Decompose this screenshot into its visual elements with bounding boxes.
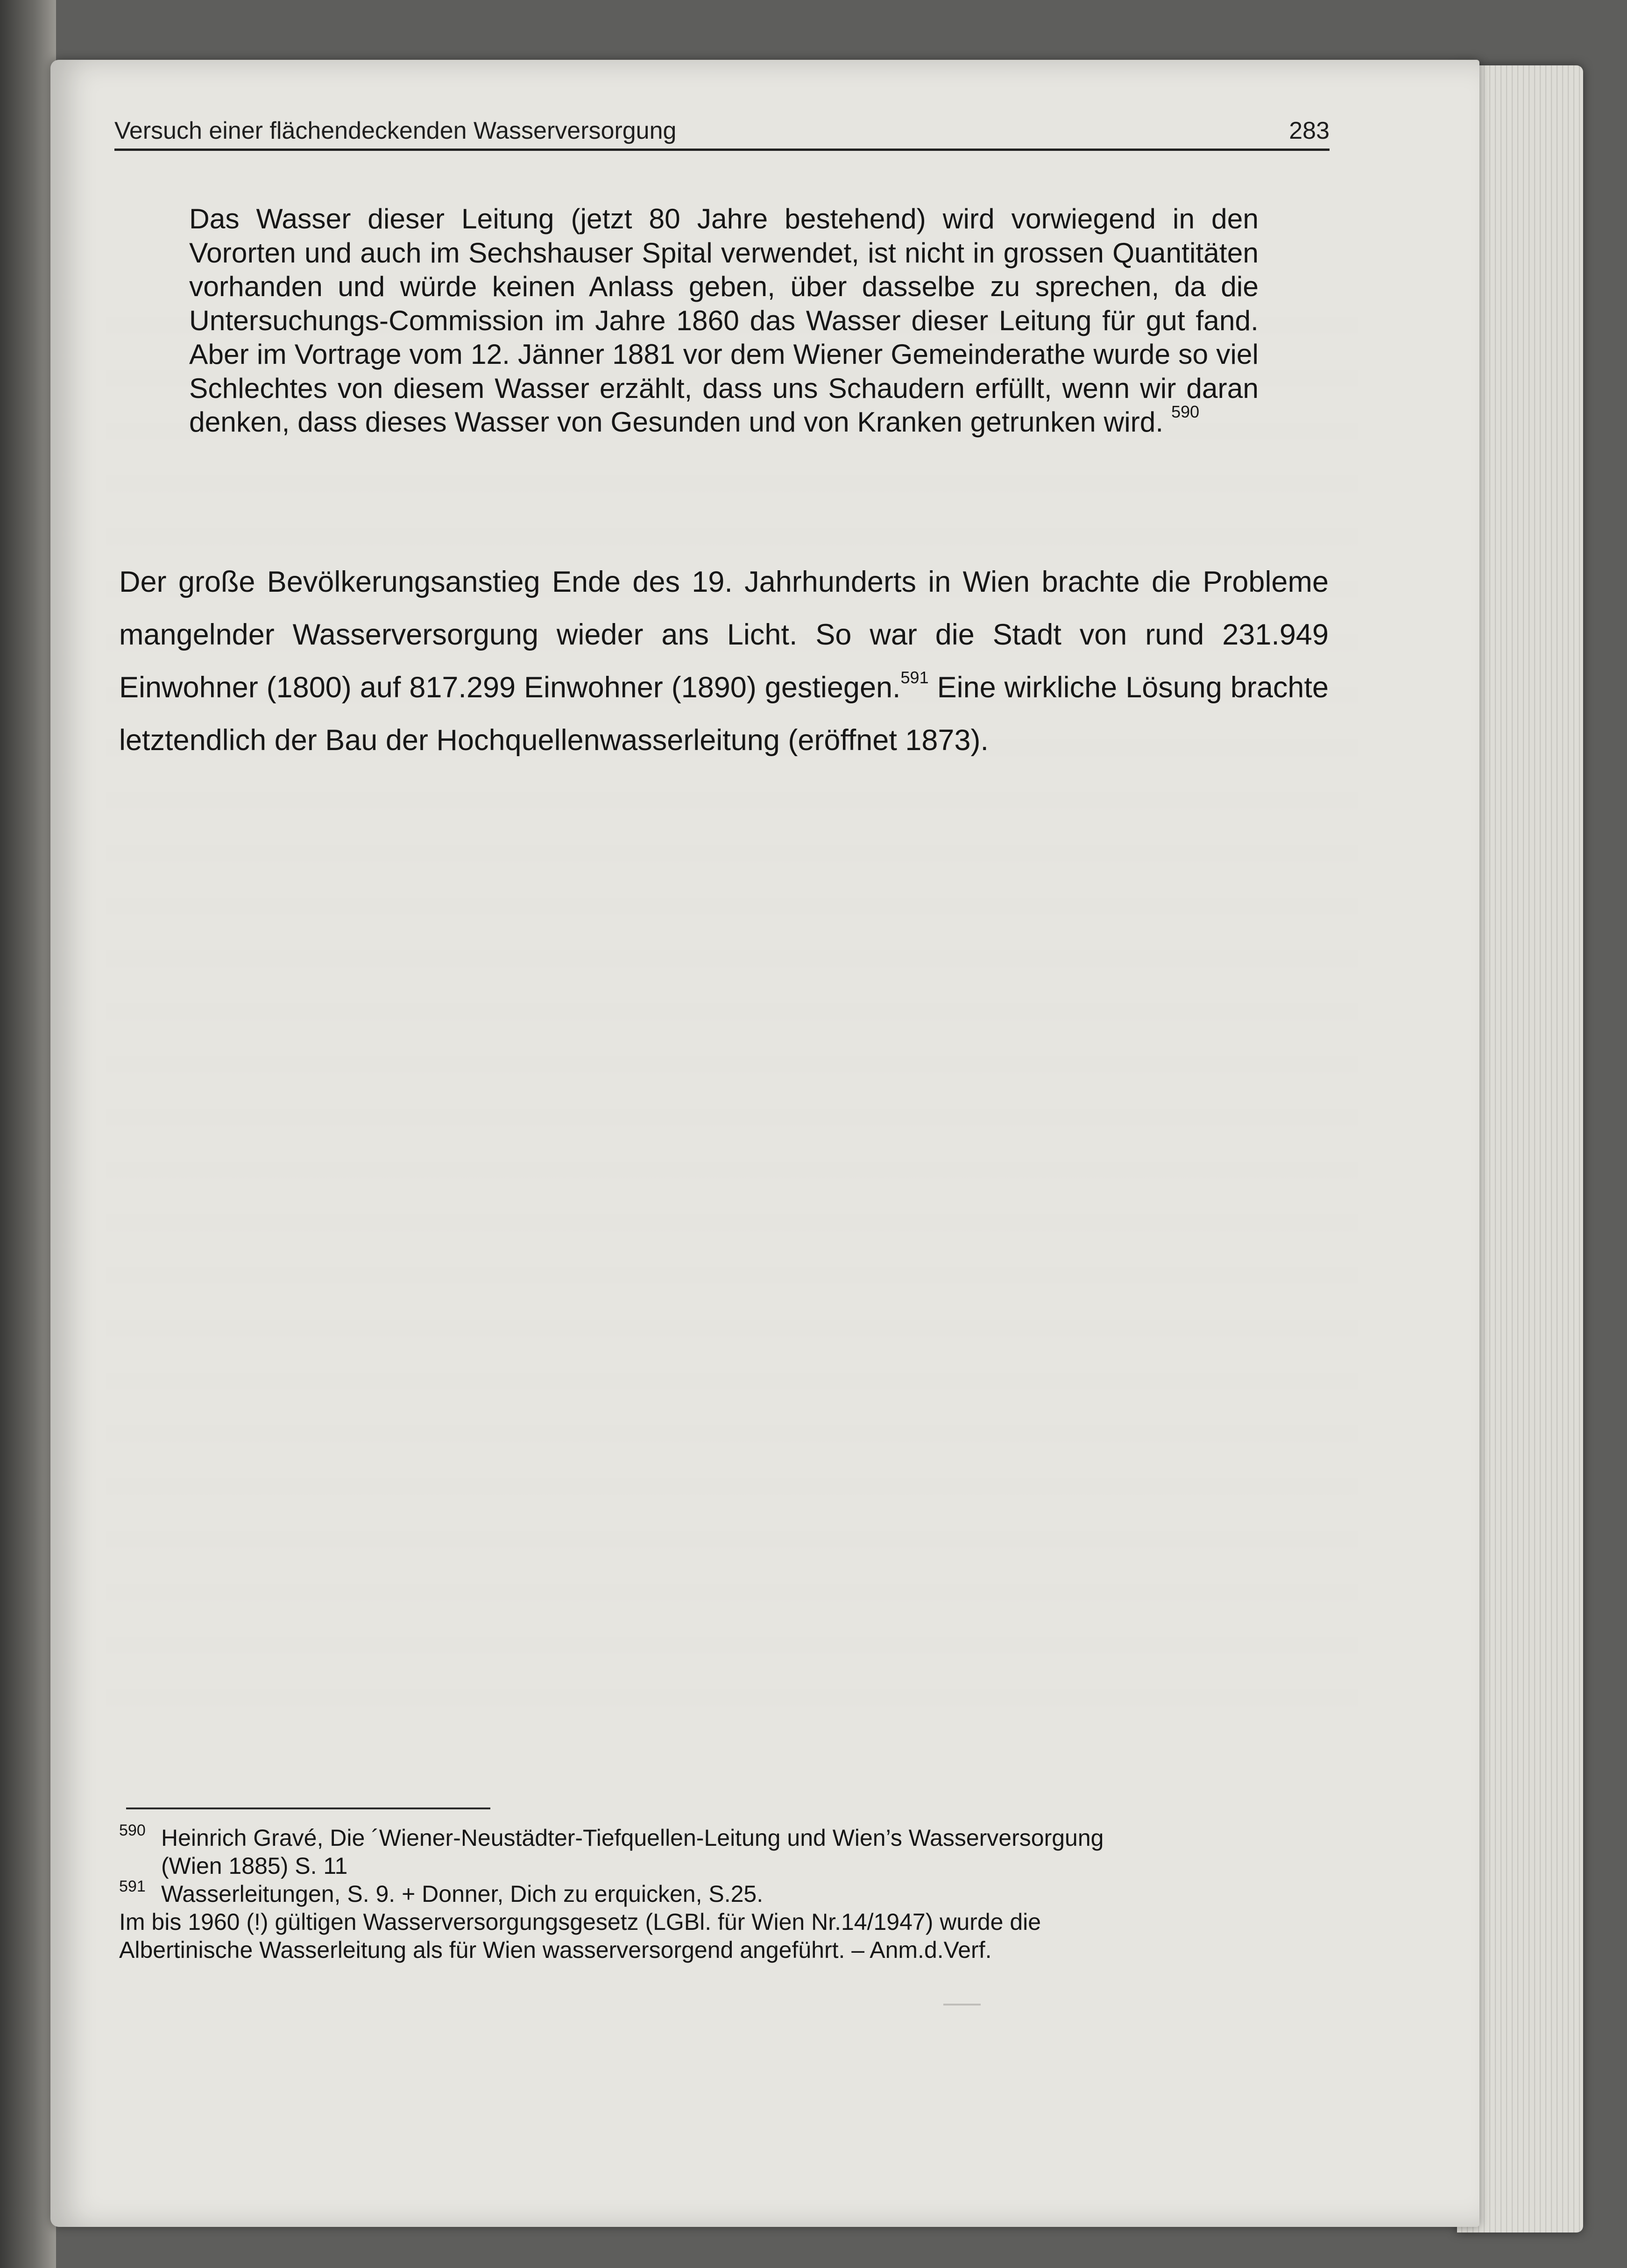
footnote-line: Albertinische Wasserleitung als für Wien wasserversorgend angeführt. – Anm.d.Verf. bbox=[119, 1937, 992, 1963]
show-through-texture bbox=[106, 284, 1358, 1732]
pencil-mark bbox=[943, 2004, 981, 2006]
footnote-line: Heinrich Gravé, Die ´Wiener-Neustädter-Tiefquellen-Leitung und Wien’s Wasserversorgung bbox=[161, 1825, 1104, 1851]
book-spine-shadow bbox=[0, 0, 56, 2268]
running-header bbox=[114, 118, 1330, 151]
quote-text: Das Wasser dieser Leitung (jetzt 80 Jahre bestehend) wird vorwiegend in den Vororten und auch im Sechshauser Spital verwendet, ist nicht in grossen Quantitäten vorhanden und würde keinen Anlass geben, über dasselbe zu sprechen, da die Untersuchungs-Commission im Jahre 1860 das Wasser dieser Leitung für gut fand. Aber im Vortrage vom 12. Jänner 1881 vor dem Wiener Gemeinderathe wurde so viel Schlechtes von diesem Wasser erzählt, dass uns Schaudern erfüllt, wenn wir daran denken, dass dieses Wasser von Gesunden und von Kranken getrunken wird. bbox=[189, 203, 1259, 438]
footnote-separator bbox=[126, 1807, 490, 1809]
footnote-number: 590 bbox=[119, 1821, 146, 1839]
block-quote bbox=[189, 202, 1259, 439]
body-paragraph bbox=[119, 556, 1329, 767]
page-number: 283 bbox=[1289, 117, 1330, 144]
footnote-590 bbox=[119, 1821, 1240, 1880]
body-text bbox=[119, 556, 1329, 767]
footnote-591 bbox=[119, 1880, 1240, 1908]
body-text-part1: Der große Bevölkerungsanstieg Ende des 19. Jahrhunderts in Wien brachte die Probleme mangelnder Wasserversorgung wieder ans Licht. So war die Stadt von rund 231.949 Einwohner (1800) auf 817.299 Einwohner (1890) gestiegen. bbox=[119, 566, 1329, 704]
footnote-number: 591 bbox=[119, 1878, 146, 1895]
footnote-line: (Wien 1885) S. 11 bbox=[161, 1853, 348, 1879]
quote-paragraph bbox=[189, 202, 1259, 439]
footnotes bbox=[119, 1821, 1240, 1964]
body-text-part2: Eine wirkliche Lösung brachte letztendlich der Bau der Hochquellenwasserleitung (eröffnet 1873). bbox=[119, 671, 1329, 757]
footnote-ref-590: 590 bbox=[1171, 402, 1200, 421]
header-title: Versuch einer flächendeckenden Wasserversorgung bbox=[114, 117, 677, 144]
footnote-line: Im bis 1960 (!) gültigen Wasserversorgungsgesetz (LGBl. für Wien Nr.14/1947) wurde die bbox=[119, 1909, 1041, 1935]
footnote-ref-591: 591 bbox=[900, 668, 929, 687]
footnote-line: Wasserleitungen, S. 9. + Donner, Dich zu erquicken, S.25. bbox=[161, 1881, 764, 1907]
